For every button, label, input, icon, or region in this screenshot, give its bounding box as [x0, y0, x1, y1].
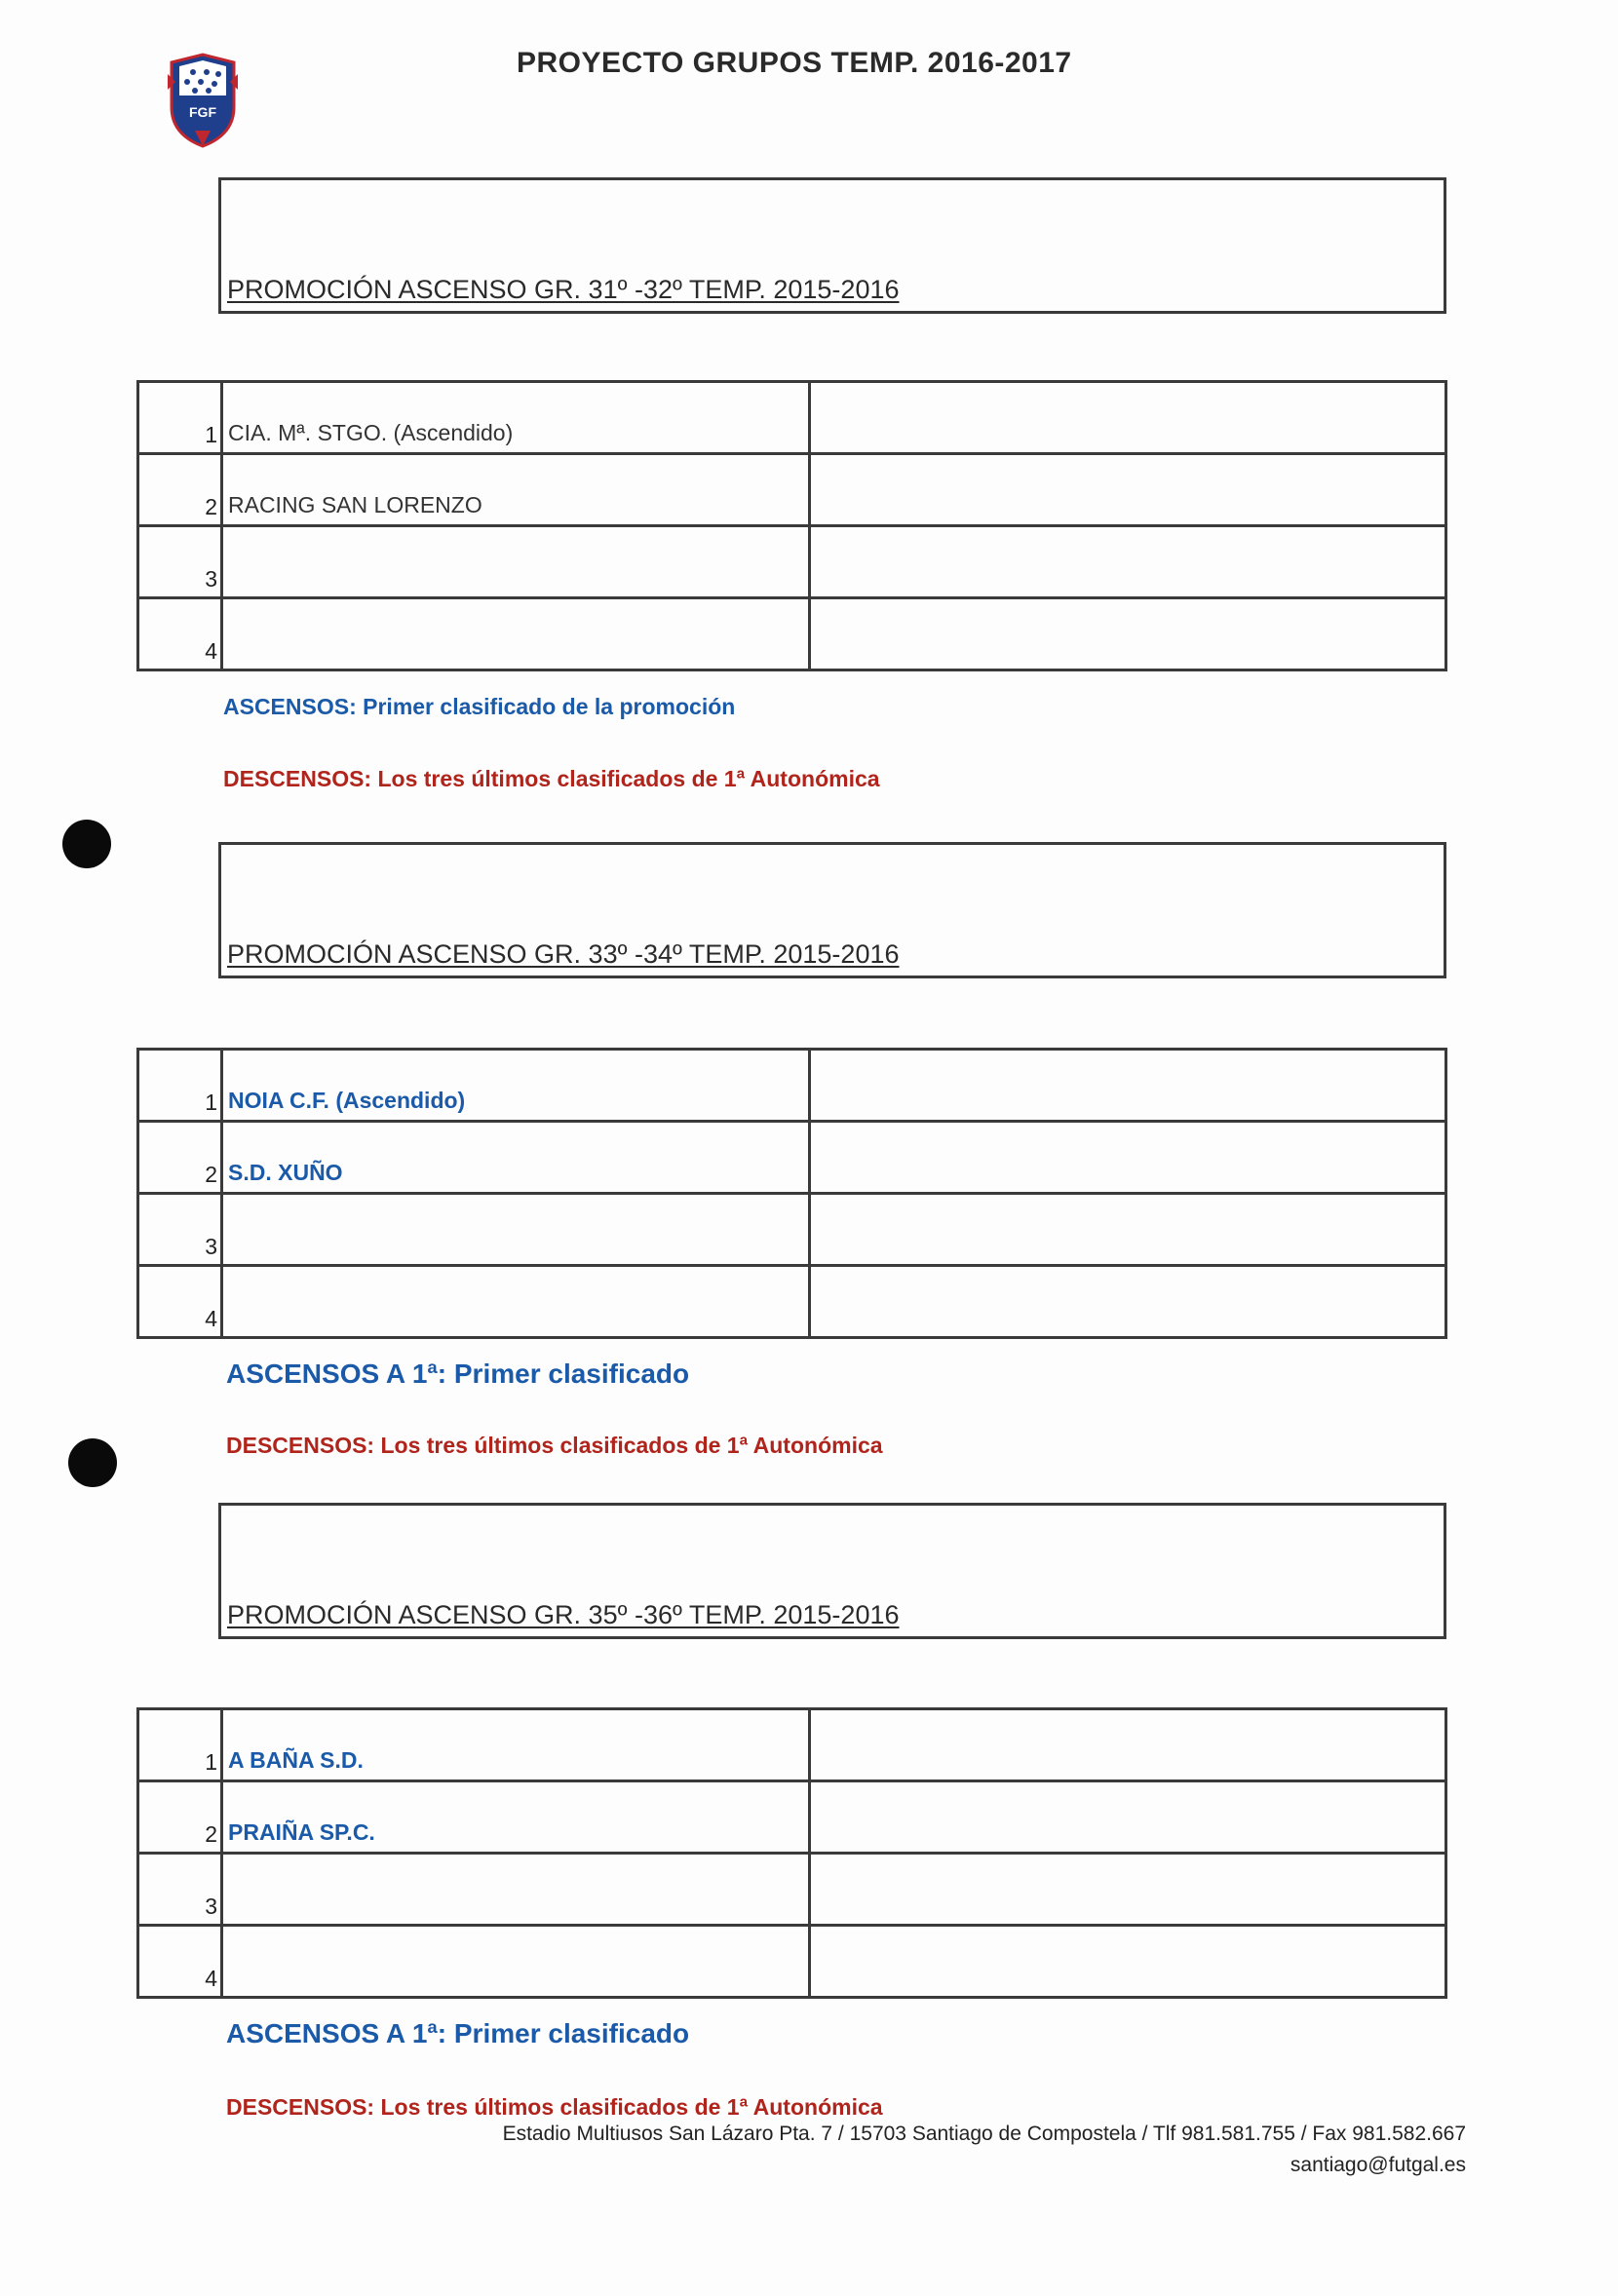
page-title: PROYECTO GRUPOS TEMP. 2016-2017	[517, 47, 1072, 79]
position-number: 4	[138, 1266, 222, 1338]
section-title-box	[218, 1503, 1446, 1639]
empty-cell	[810, 1926, 1446, 1998]
empty-cell	[810, 526, 1446, 598]
punch-hole	[62, 820, 111, 868]
position-number: 4	[138, 598, 222, 670]
teams-table	[136, 1048, 1447, 1339]
team-name	[222, 1854, 810, 1926]
table-row	[138, 1194, 1446, 1266]
position-number: 1	[138, 1709, 222, 1781]
teams-table	[136, 380, 1447, 671]
empty-cell	[810, 1194, 1446, 1266]
position-number: 4	[138, 1926, 222, 1998]
position-number: 1	[138, 382, 222, 454]
empty-cell	[810, 1122, 1446, 1194]
team-name	[222, 598, 810, 670]
empty-cell	[810, 1266, 1446, 1338]
empty-cell	[810, 1709, 1446, 1781]
descensos-note: DESCENSOS: Los tres últimos clasificados de 1ª Autonómica	[226, 2094, 883, 2120]
position-number: 3	[138, 526, 222, 598]
position-number: 2	[138, 1781, 222, 1854]
team-name: S.D. XUÑO	[222, 1122, 810, 1194]
table-row	[138, 1050, 1446, 1122]
empty-cell	[810, 382, 1446, 454]
section-title: PROMOCIÓN ASCENSO GR. 33º -34º TEMP. 2015-2016	[227, 939, 900, 969]
section-title-box	[218, 842, 1446, 978]
table-row	[138, 1266, 1446, 1338]
team-name: A BAÑA S.D.	[222, 1709, 810, 1781]
section-title: PROMOCIÓN ASCENSO GR. 35º -36º TEMP. 2015-2016	[227, 1600, 900, 1629]
team-name: RACING SAN LORENZO	[222, 454, 810, 526]
team-name: NOIA C.F. (Ascendido)	[222, 1050, 810, 1122]
empty-cell	[810, 598, 1446, 670]
position-number: 3	[138, 1854, 222, 1926]
descensos-note: DESCENSOS: Los tres últimos clasificados de 1ª Autonómica	[226, 1433, 883, 1458]
table-row	[138, 1926, 1446, 1998]
table-row	[138, 1709, 1446, 1781]
teams-table	[136, 1707, 1447, 1999]
empty-cell	[810, 1854, 1446, 1926]
empty-cell	[810, 1781, 1446, 1854]
section-title-box	[218, 177, 1446, 314]
ascensos-note: ASCENSOS: Primer clasificado de la promoción	[223, 694, 736, 719]
footer-email: santiago@futgal.es	[1290, 2154, 1466, 2176]
position-number: 2	[138, 1122, 222, 1194]
position-number: 3	[138, 1194, 222, 1266]
empty-cell	[810, 454, 1446, 526]
table-row	[138, 526, 1446, 598]
punch-hole	[68, 1438, 117, 1487]
footer-address: Estadio Multiusos San Lázaro Pta. 7 / 15703 Santiago de Compostela / Tlf 981.581.755 / Fax 981.582.667	[502, 2123, 1466, 2145]
fgf-logo	[164, 53, 242, 150]
ascensos-note: ASCENSOS A 1ª: Primer clasificado	[226, 1358, 690, 1389]
descensos-note: DESCENSOS: Los tres últimos clasificados de 1ª Autonómica	[223, 766, 880, 791]
team-name	[222, 526, 810, 598]
team-name: CIA. Mª. STGO. (Ascendido)	[222, 382, 810, 454]
ascensos-note: ASCENSOS A 1ª: Primer clasificado	[226, 2018, 690, 2048]
empty-cell	[810, 1050, 1446, 1122]
table-row	[138, 598, 1446, 670]
team-name	[222, 1194, 810, 1266]
table-row	[138, 382, 1446, 454]
position-number: 2	[138, 454, 222, 526]
table-row	[138, 454, 1446, 526]
section-title: PROMOCIÓN ASCENSO GR. 31º -32º TEMP. 2015-2016	[227, 275, 900, 304]
team-name	[222, 1926, 810, 1998]
table-row	[138, 1781, 1446, 1854]
team-name: PRAIÑA SP.C.	[222, 1781, 810, 1854]
table-row	[138, 1122, 1446, 1194]
position-number: 1	[138, 1050, 222, 1122]
table-row	[138, 1854, 1446, 1926]
team-name	[222, 1266, 810, 1338]
svg-text:FGF: FGF	[189, 104, 216, 120]
